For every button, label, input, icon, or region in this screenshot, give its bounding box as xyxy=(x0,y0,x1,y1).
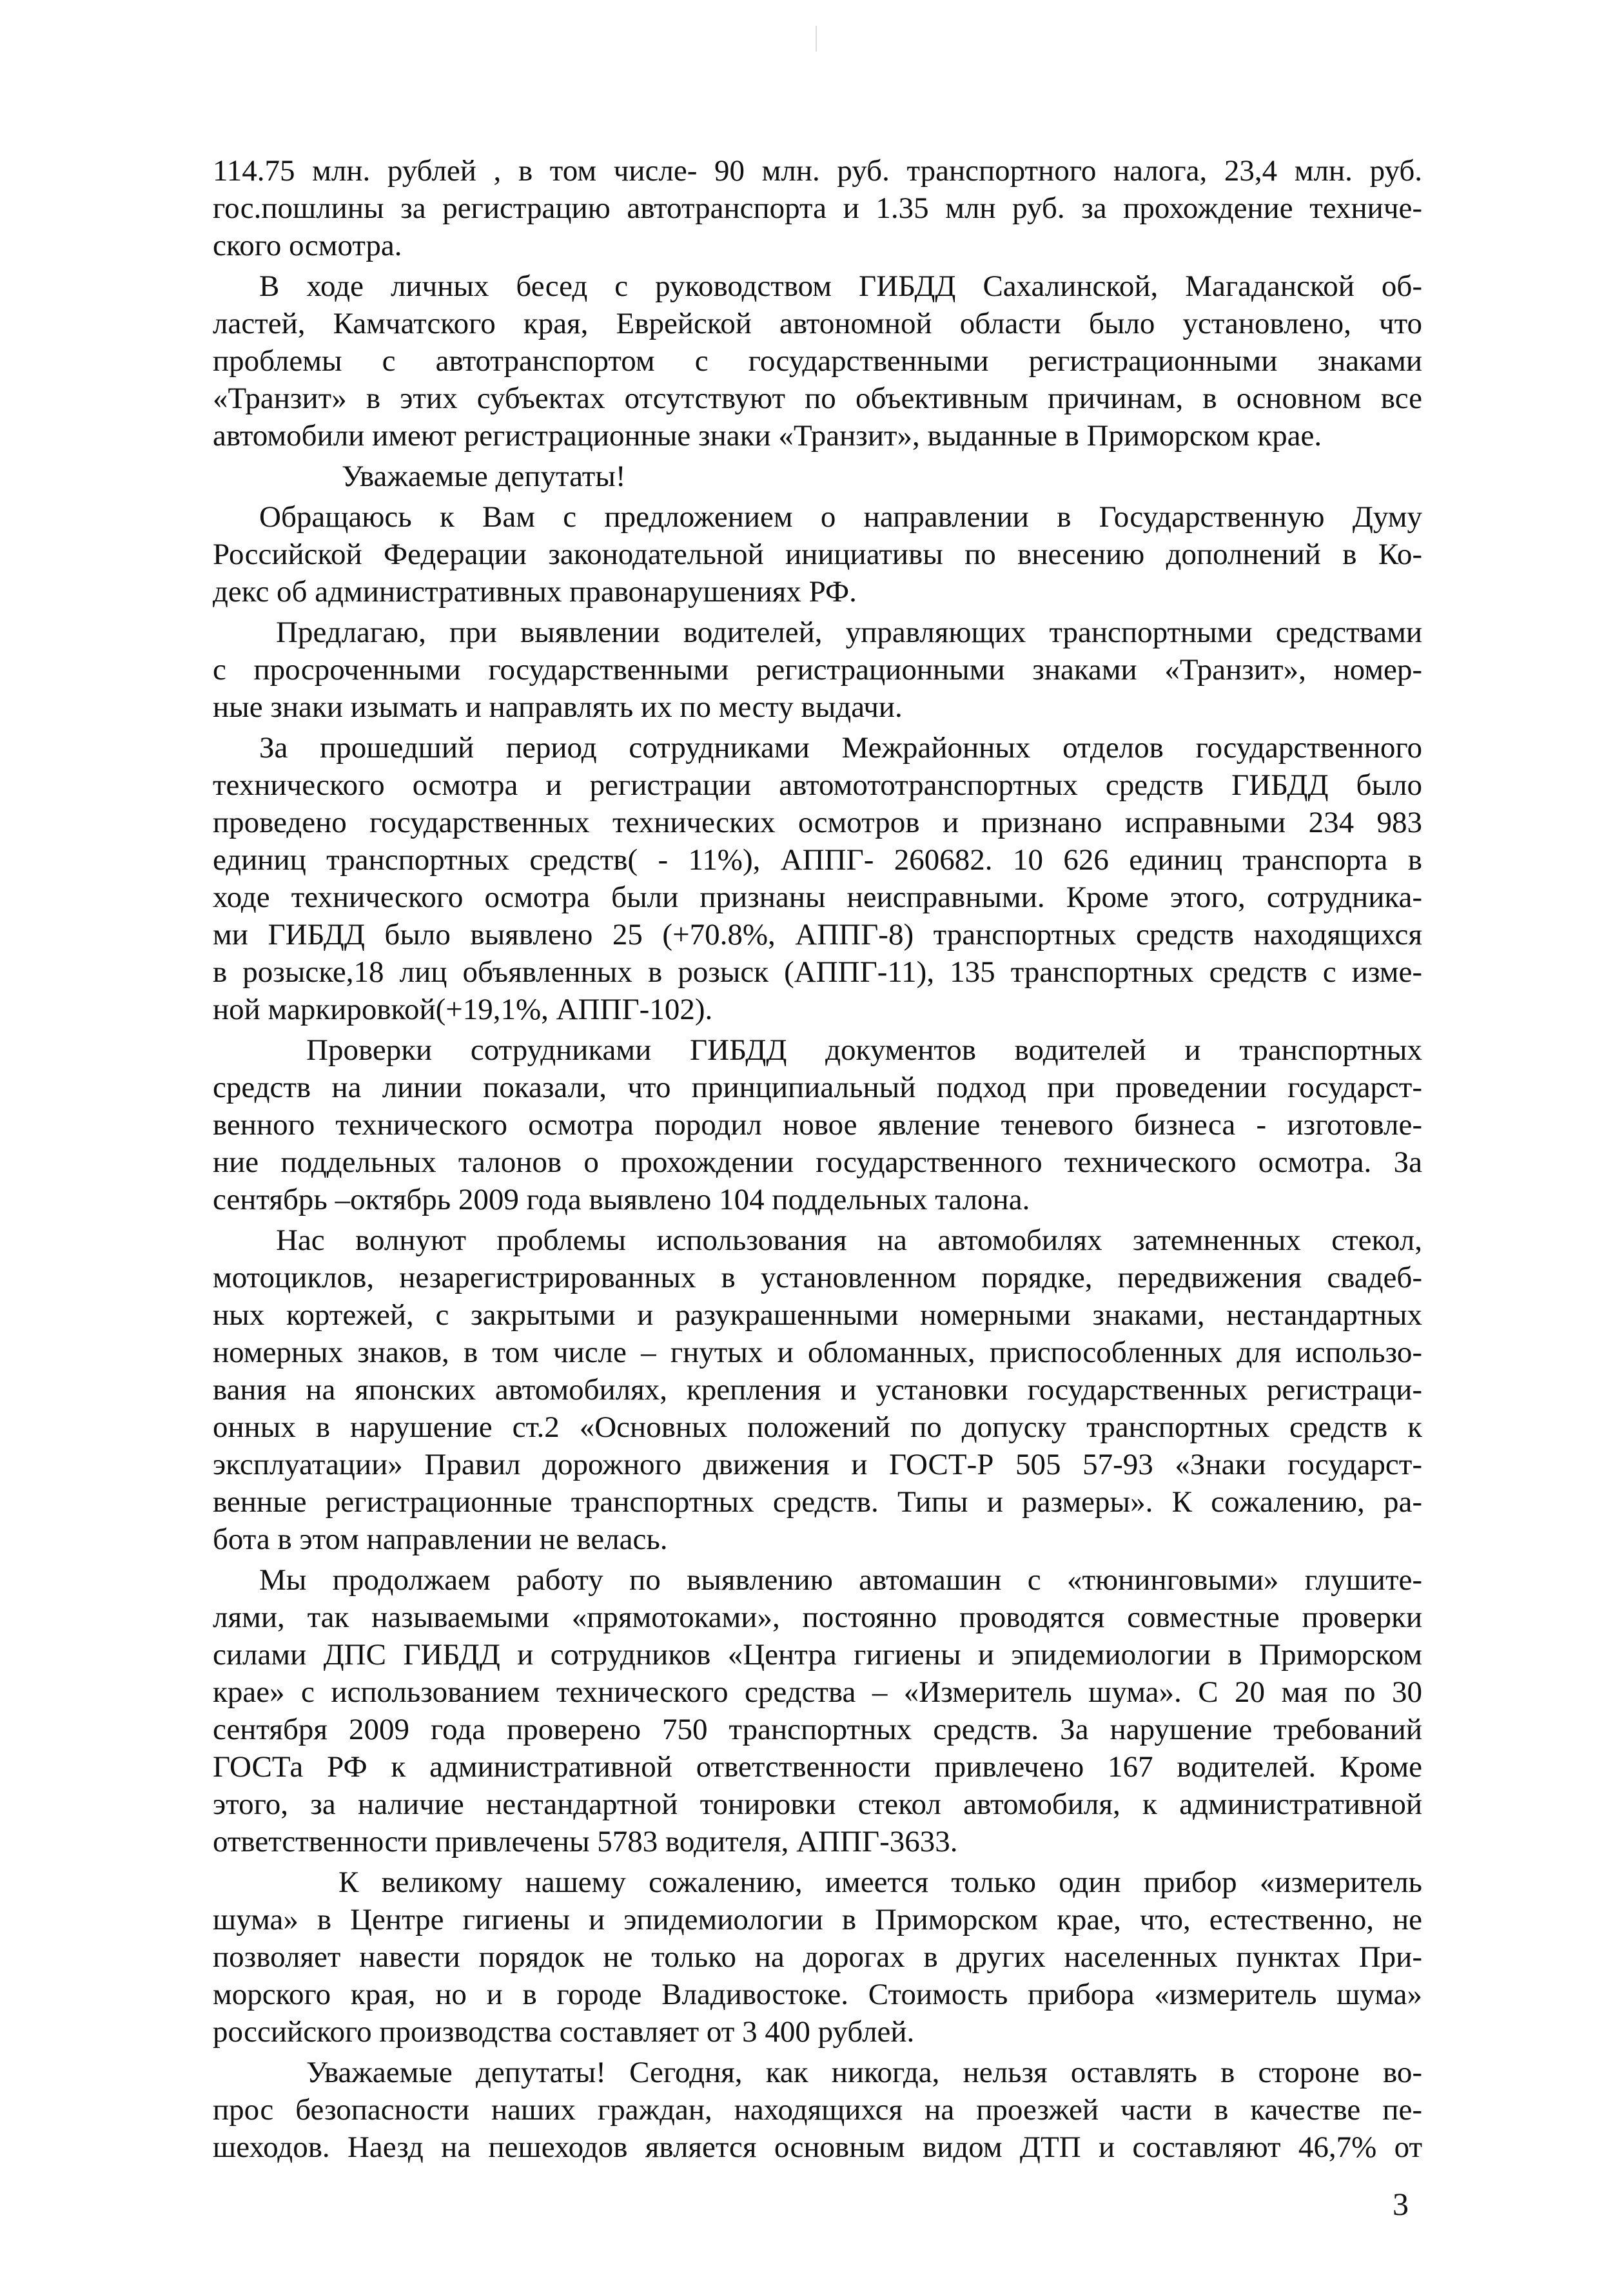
document-body xyxy=(213,152,1422,2169)
paragraph xyxy=(213,1864,1422,2051)
text-line: Мы продолжаем работу по выявлению автомашин с «тюнинговыми» глушите- xyxy=(259,1563,1422,1597)
text-line: Нас волнуют проблемы использования на автомобилях затемненных стекол, xyxy=(276,1223,1422,1257)
text-line: проведено государственных технических осмотров и признано исправными 234 983 xyxy=(213,806,1422,839)
text-line: единиц транспортных средств( - 11%), АППГ- 260682. 10 626 единиц транспорта в xyxy=(213,843,1422,877)
text-line: с просроченными государственными регистрационными знаками «Транзит», номер- xyxy=(213,653,1422,687)
paragraph xyxy=(213,152,1422,264)
paragraph xyxy=(213,729,1422,1028)
text-line: в розыске,18 лиц объявленных в розыск (АППГ-11), 135 транспортных средств с изме- xyxy=(213,955,1422,989)
text-line: российского производства составляет от 3 400 рублей. xyxy=(213,2015,915,2049)
heading-address xyxy=(213,458,1422,495)
text-line: гос.пошлины за регистрацию автотранспорта и 1.35 млн руб. за прохождение техниче- xyxy=(213,191,1422,225)
text-line: проблемы с автотранспортом с государственными регистрационными знаками xyxy=(213,344,1422,378)
text-line: силами ДПС ГИБДД и сотрудников «Центра гигиены и эпидемиологии в Приморском xyxy=(213,1638,1422,1672)
text-line: ной маркировкой(+19,1%, АППГ-102). xyxy=(213,993,713,1026)
text-line: ми ГИБДД было выявлено 25 (+70.8%, АППГ-8) транспортных средств находящихся xyxy=(213,918,1422,951)
text-line: шума» в Центре гигиены и эпидемиологии в Приморском крае, что, естественно, не xyxy=(213,1903,1422,1936)
text-line: ластей, Камчатского края, Еврейской автономной области было установлено, что xyxy=(213,307,1422,340)
text-line: сентябрь –октябрь 2009 года выявлено 104 поддельных талона. xyxy=(213,1183,1030,1216)
text-line: За прошедший период сотрудниками Межрайонных отделов государственного xyxy=(259,731,1422,765)
text-line: ского осмотра. xyxy=(213,229,402,262)
paragraph xyxy=(213,268,1422,454)
text-line: средств на линии показали, что принципиальный подход при проведении государст- xyxy=(213,1071,1422,1104)
paragraph xyxy=(213,1031,1422,1218)
text-line: мотоциклов, незарегистрированных в установленном порядке, передвижения свадеб- xyxy=(213,1261,1422,1294)
text-line: ответственности привлечены 5783 водителя, АППГ-3633. xyxy=(213,1825,958,1858)
text-line: морского края, но и в городе Владивостоке. Стоимость прибора «измеритель шума» xyxy=(213,1978,1422,2011)
text-line: 114.75 млн. рублей , в том числе- 90 млн. руб. транспортного налога, 23,4 млн. руб. xyxy=(213,154,1422,188)
text-line: венного технического осмотра породил новое явление теневого бизнеса - изготовле- xyxy=(213,1108,1422,1142)
text-line: лями, так называемыми «прямотоками», постоянно проводятся совместные проверки xyxy=(213,1601,1422,1634)
text-line: Уважаемые депутаты! xyxy=(342,460,626,493)
text-line: Предлагаю, при выявлении водителей, управляющих транспортными средствами xyxy=(276,616,1422,649)
text-line: ные знаки изымать и направлять их по месту выдачи. xyxy=(213,690,903,724)
text-line: «Транзит» в этих субъектах отсутствуют по объективным причинам, в основном все xyxy=(213,382,1422,415)
text-line: ГОСТа РФ к административной ответственности привлечено 167 водителей. Кроме xyxy=(213,1750,1422,1784)
text-line: этого, за наличие нестандартной тонировки стекол автомобиля, к административной xyxy=(213,1788,1422,1821)
text-line: декс об административных правонарушениях РФ. xyxy=(213,575,857,609)
text-line: Проверки сотрудниками ГИБДД документов водителей и транспортных xyxy=(306,1033,1422,1067)
paragraph xyxy=(213,498,1422,610)
paragraph xyxy=(213,2054,1422,2166)
paragraph xyxy=(213,1222,1422,1558)
text-line: шеходов. Наезд на пешеходов является основным видом ДТП и составляют 46,7% от xyxy=(213,2130,1422,2164)
text-line: венные регистрационные транспортных средств. Типы и размеры». К сожалению, ра- xyxy=(213,1485,1422,1519)
text-line: В ходе личных бесед с руководством ГИБДД Сахалинской, Магаданской об- xyxy=(259,269,1422,303)
text-line: ние поддельных талонов о прохождении государственного технического осмотра. За xyxy=(213,1145,1422,1179)
text-line: ных кортежей, с закрытыми и разукрашенными номерными знаками, нестандартных xyxy=(213,1298,1422,1332)
text-line: К великому нашему сожалению, имеется только один прибор «измеритель xyxy=(338,1866,1422,1899)
scan-artifact xyxy=(816,26,817,52)
text-line: технического осмотра и регистрации автомототранспортных средств ГИБДД было xyxy=(213,768,1422,802)
text-line: Уважаемые депутаты! Сегодня, как никогда, нельзя оставлять в стороне во- xyxy=(306,2056,1422,2089)
text-line: номерных знаков, в том числе – гнутых и обломанных, приспособленных для использо- xyxy=(213,1336,1422,1369)
text-line: ходе технического осмотра были признаны неисправными. Кроме этого, сотрудника- xyxy=(213,881,1422,914)
text-line: вания на японских автомобилях, крепления и установки государственных регистраци- xyxy=(213,1373,1422,1407)
text-line: крае» с использованием технического средства – «Измеритель шума». С 20 мая по 30 xyxy=(213,1675,1422,1709)
text-line: Обращаюсь к Вам с предложением о направлении в Государственную Думу xyxy=(259,500,1422,534)
text-line: позволяет навести порядок не только на дорогах в других населенных пунктах При- xyxy=(213,1940,1422,1974)
paragraph xyxy=(213,614,1422,726)
text-line: эксплуатации» Правил дорожного движения и ГОСТ-Р 505 57-93 «Знаки государст- xyxy=(213,1448,1422,1481)
text-line: сентября 2009 года проверено 750 транспортных средств. За нарушение требований xyxy=(213,1713,1422,1746)
page-number: 3 xyxy=(1393,2186,1409,2222)
text-line: автомобили имеют регистрационные знаки «Транзит», выданные в Приморском крае. xyxy=(213,419,1322,453)
text-line: онных в нарушение ст.2 «Основных положений по допуску транспортных средств к xyxy=(213,1410,1422,1444)
paragraph xyxy=(213,1561,1422,1860)
text-line: Российской Федерации законодательной инициативы по внесению дополнений в Ко- xyxy=(213,538,1422,571)
text-line: прос безопасности наших граждан, находящихся на проезжей части в качестве пе- xyxy=(213,2093,1422,2127)
text-line: бота в этом направлении не велась. xyxy=(213,1523,668,1556)
